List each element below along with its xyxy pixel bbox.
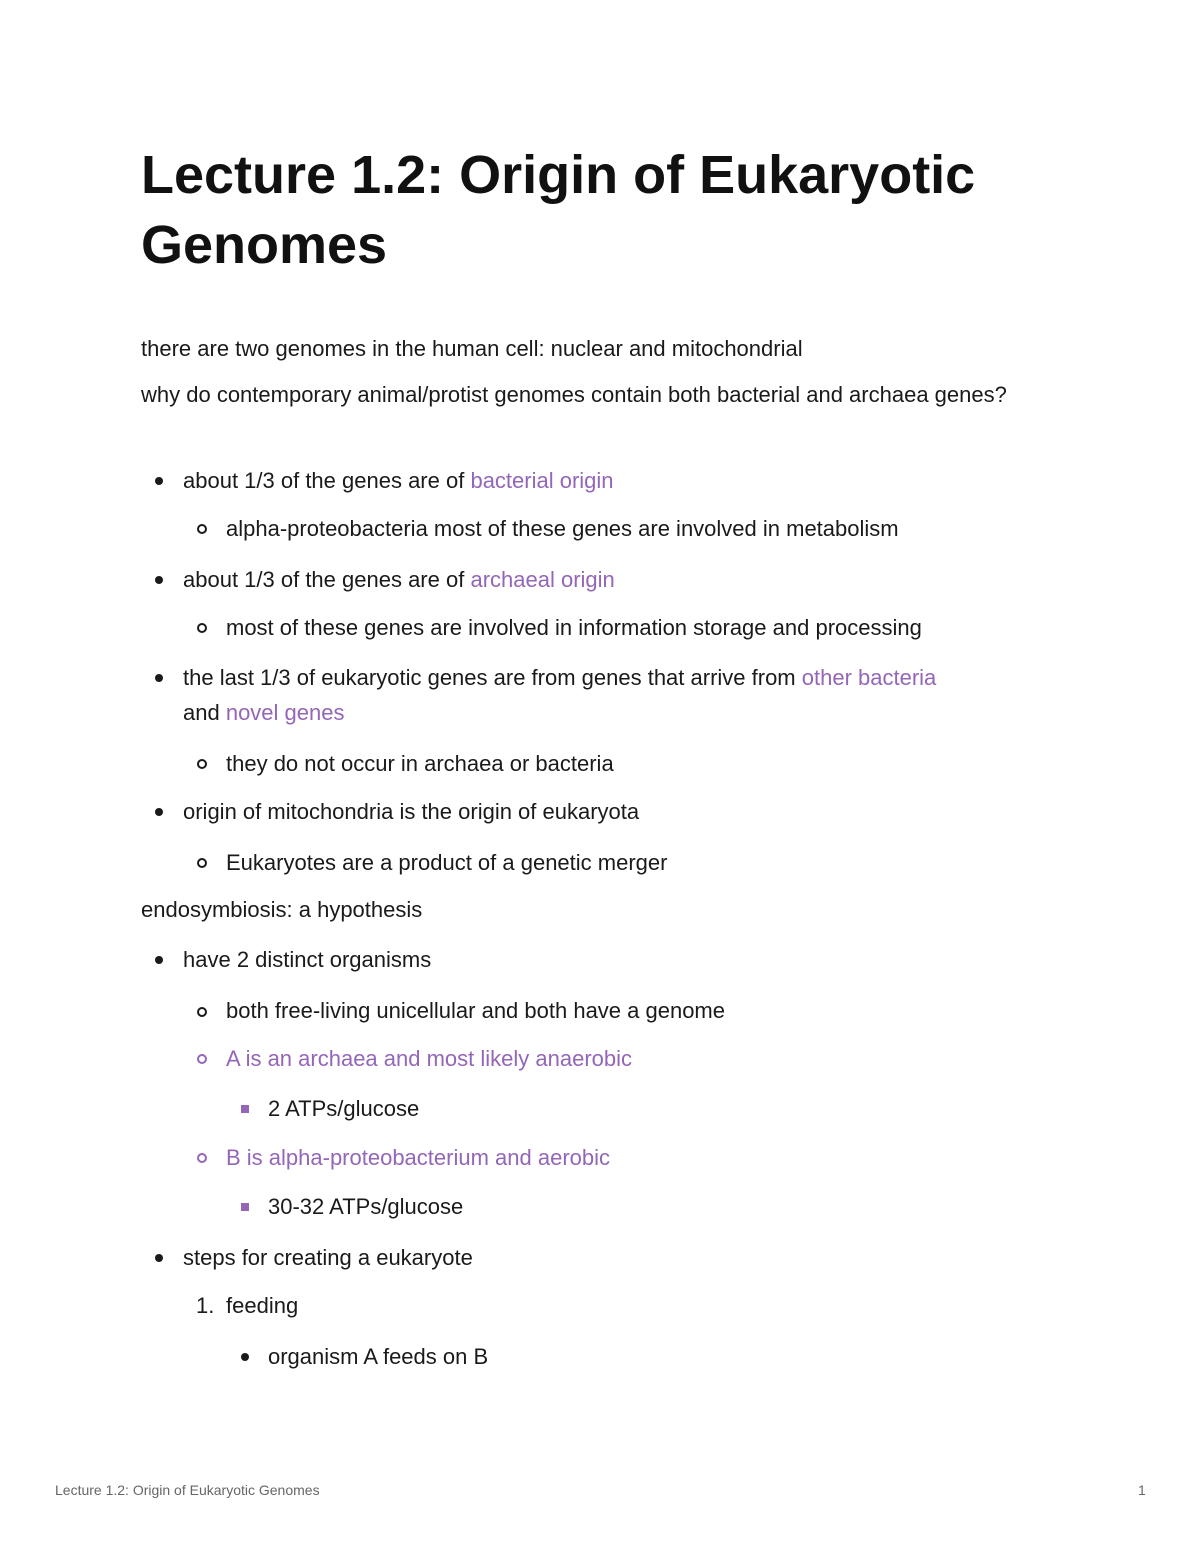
list-item-alpha-proteobacteria: alpha-proteobacteria most of these genes are involved in metabolism	[226, 516, 899, 541]
paragraph-genomes: there are two genomes in the human cell: nuclear and mitochondrial	[141, 336, 803, 361]
list-item-genetic-merger: Eukaryotes are a product of a genetic merger	[226, 850, 668, 875]
list-item-organism-b: B is alpha-proteobacterium and aerobic	[226, 1145, 611, 1170]
list-item-information-storage: most of these genes are involved in information storage and processing	[226, 615, 922, 640]
list-item-organism-a: A is an archaea and most likely anaerobic	[226, 1046, 633, 1071]
bullet-ring-icon	[197, 1054, 207, 1064]
list-item-text: about 1/3 of the genes are of	[183, 468, 471, 493]
bullet-dot-icon	[155, 808, 163, 816]
list-item-origin-mitochondria: origin of mitochondria is the origin of eukaryota	[183, 799, 640, 824]
list-item-not-occur: they do not occur in archaea or bacteria	[226, 751, 614, 776]
highlight-other-bacteria: other bacteria	[801, 665, 937, 690]
list-number: 1.	[196, 1293, 215, 1318]
list-item-a-feeds-b: organism A feeds on B	[268, 1344, 489, 1369]
bullet-ring-icon	[197, 759, 207, 769]
list-item-two-organisms: have 2 distinct organisms	[183, 947, 432, 972]
list-item-steps: steps for creating a eukaryote	[183, 1245, 473, 1270]
bullet-square-icon	[241, 1105, 249, 1113]
list-item-last-third	[183, 660, 936, 695]
highlight-novel-genes: novel genes	[225, 700, 345, 725]
bullet-dot-icon	[155, 1254, 163, 1262]
list-item-bacterial	[183, 463, 614, 498]
list-item-archaeal	[183, 562, 615, 597]
bullet-dot-icon	[155, 956, 163, 964]
bullet-dot-icon	[155, 674, 163, 682]
bullet-ring-icon	[197, 623, 207, 633]
bullet-dot-icon	[241, 1353, 249, 1361]
list-item-30-32-atps: 30-32 ATPs/glucose	[268, 1194, 464, 1219]
page-title: Lecture 1.2: Origin of Eukaryotic Genomes	[141, 145, 976, 275]
footer-title: Lecture 1.2: Origin of Eukaryotic Genomes	[55, 1482, 320, 1498]
highlight-bacterial-origin: bacterial origin	[470, 468, 614, 493]
bullet-ring-icon	[197, 1007, 207, 1017]
bullet-square-icon	[241, 1203, 249, 1211]
list-item-free-living: both free-living unicellular and both have a genome	[226, 998, 725, 1023]
paragraph-endosymbiosis: endosymbiosis: a hypothesis	[141, 897, 423, 922]
bullet-ring-icon	[197, 1153, 207, 1163]
page-number: 1	[1138, 1482, 1146, 1498]
list-item-feeding: feeding	[226, 1293, 299, 1318]
bullet-dot-icon	[155, 477, 163, 485]
list-item-text: and	[183, 700, 226, 725]
paragraph-question: why do contemporary animal/protist genomes contain both bacterial and archaea genes?	[141, 382, 1007, 407]
list-item-text: about 1/3 of the genes are of	[183, 567, 471, 592]
bullet-dot-icon	[155, 576, 163, 584]
list-item-last-third-cont	[183, 695, 344, 730]
bullet-ring-icon	[197, 858, 207, 868]
list-item-2-atps: 2 ATPs/glucose	[268, 1096, 420, 1121]
highlight-archaeal-origin: archaeal origin	[470, 567, 615, 592]
bullet-ring-icon	[197, 524, 207, 534]
list-item-text: the last 1/3 of eukaryotic genes are from genes that arrive from	[183, 665, 802, 690]
